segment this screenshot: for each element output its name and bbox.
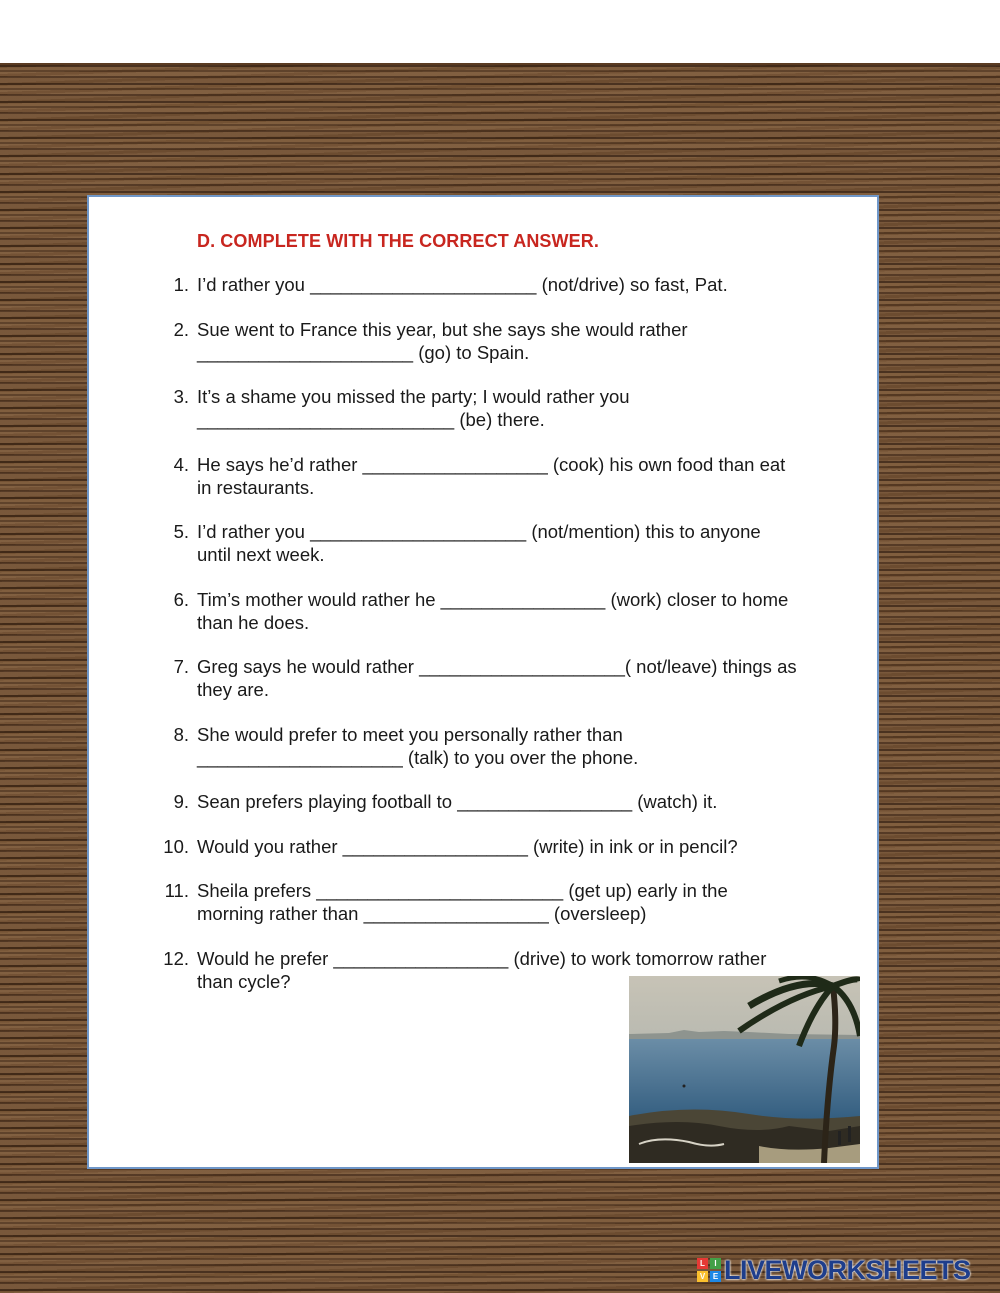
question-item — [89, 790, 849, 813]
question-item — [89, 385, 849, 431]
question-line: _____________________ (go) to Spain. — [197, 341, 530, 363]
question-list — [89, 273, 849, 1014]
question-line: until next week. — [197, 544, 325, 565]
question-number: 3. — [173, 386, 189, 407]
question-line: than cycle? — [197, 970, 291, 992]
exercise-heading: D. COMPLETE WITH THE CORRECT ANSWER. — [197, 231, 599, 251]
question-line: morning rather than __________________ (oversleep) — [197, 903, 647, 924]
question-line: Tim’s mother would rather he ________________ (work) closer to home — [197, 588, 789, 610]
logo-mark-letter: E — [710, 1271, 721, 1282]
question-number: 7. — [173, 656, 189, 677]
question-number: 10. — [163, 835, 189, 857]
question-number: 8. — [173, 723, 189, 745]
question-line: ____________________ (talk) to you over the phone. — [197, 746, 639, 768]
question-item — [89, 879, 849, 925]
question-number: 4. — [173, 453, 189, 475]
liveworksheets-logo — [697, 1255, 971, 1285]
question-item — [89, 318, 849, 364]
question-line: _________________________ (be) there. — [197, 409, 545, 430]
question-number: 1. — [173, 274, 189, 295]
question-item — [89, 453, 849, 499]
question-line: Greg says he would rather ____________________( not/leave) things as — [197, 656, 797, 677]
logo-mark-icon — [697, 1258, 721, 1282]
question-number: 11. — [164, 880, 189, 901]
question-number: 2. — [173, 318, 189, 340]
question-item — [89, 520, 849, 566]
question-item — [89, 835, 849, 858]
beach-palm-photo — [629, 976, 860, 1163]
question-number: 5. — [173, 521, 189, 542]
logo-mark-letter: L — [697, 1258, 708, 1269]
question-line: Sue went to France this year, but she says she would rather — [197, 318, 688, 340]
question-line: She would prefer to meet you personally rather than — [197, 723, 623, 745]
logo-mark-letter: I — [710, 1258, 721, 1269]
question-line: It’s a shame you missed the party; I would rather you — [197, 386, 630, 407]
question-item — [89, 273, 849, 296]
question-line: than he does. — [197, 611, 310, 633]
question-line: in restaurants. — [197, 476, 315, 498]
question-line: Would you rather __________________ (write) in ink or in pencil? — [197, 835, 738, 857]
question-number: 9. — [173, 791, 189, 812]
question-item — [89, 723, 849, 769]
logo-text: LIVEWORKSHEETS — [724, 1254, 971, 1285]
question-number: 12. — [163, 947, 189, 969]
question-line: they are. — [197, 679, 269, 700]
question-line: Would he prefer _________________ (drive) to work tomorrow rather — [197, 947, 767, 969]
question-line: He says he’d rather __________________ (cook) his own food than eat — [197, 453, 786, 475]
question-line: I’d rather you _____________________ (not/mention) this to anyone — [197, 521, 761, 542]
worksheet — [87, 195, 879, 1169]
question-line: I’d rather you ______________________ (not/drive) so fast, Pat. — [197, 274, 728, 295]
question-line: Sean prefers playing football to _________________ (watch) it. — [197, 791, 718, 812]
question-number: 6. — [173, 588, 189, 610]
question-item — [89, 655, 849, 701]
logo-mark-letter: V — [697, 1271, 708, 1282]
question-line: Sheila prefers ________________________ (get up) early in the — [197, 880, 728, 901]
question-item — [89, 588, 849, 634]
